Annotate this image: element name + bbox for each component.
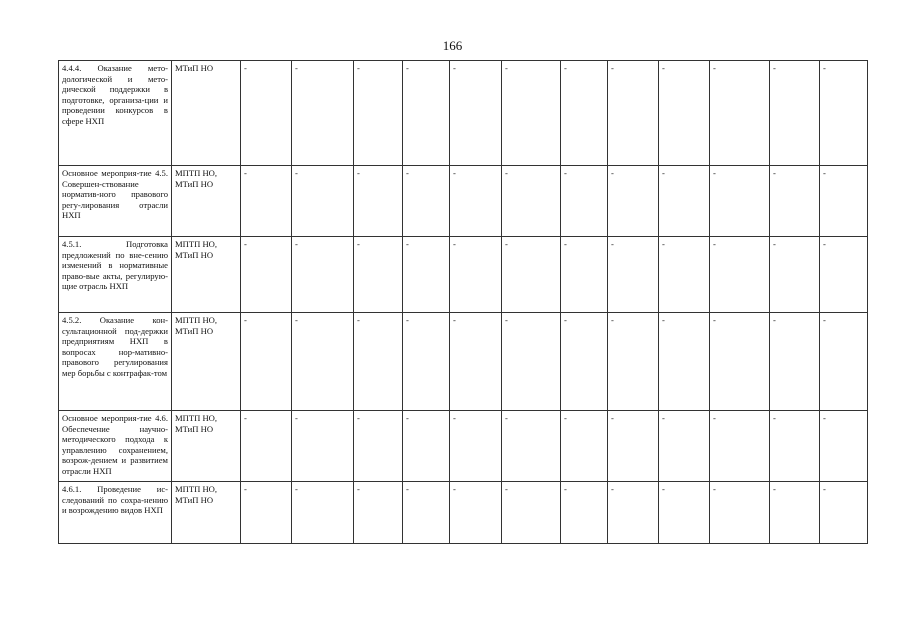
value-cell: - xyxy=(659,411,710,482)
value-cell: - xyxy=(354,61,403,166)
responsible-executor: МПТП НО, МТиП НО xyxy=(172,411,241,482)
value-cell: - xyxy=(608,482,659,544)
value-cell: - xyxy=(502,166,561,237)
value-cell: - xyxy=(502,61,561,166)
value-cell: - xyxy=(820,61,868,166)
responsible-executor: МПТП НО, МТиП НО xyxy=(172,482,241,544)
value-cell: - xyxy=(450,61,502,166)
value-cell: - xyxy=(450,313,502,411)
value-cell: - xyxy=(502,237,561,313)
value-cell: - xyxy=(608,411,659,482)
value-cell: - xyxy=(710,411,770,482)
activity-description: 4.5.2. Оказание кон-сультационной под-держки предприятиям НХП в вопросах нор-мативно-правового регулирования мер борьбы с контрафак-том xyxy=(59,313,172,411)
value-cell: - xyxy=(820,411,868,482)
value-cell: - xyxy=(403,482,450,544)
value-cell: - xyxy=(292,166,354,237)
value-cell: - xyxy=(659,313,710,411)
value-cell: - xyxy=(403,61,450,166)
value-cell: - xyxy=(403,237,450,313)
value-cell: - xyxy=(710,237,770,313)
value-cell: - xyxy=(820,166,868,237)
value-cell: - xyxy=(241,482,292,544)
value-cell: - xyxy=(292,237,354,313)
value-cell: - xyxy=(710,313,770,411)
activity-description: 4.5.1. Подготовка предложений по вне-сению изменений в нормативные право-вые акты, регулирую-щие отрасль НХП xyxy=(59,237,172,313)
table-row xyxy=(59,166,868,237)
value-cell: - xyxy=(354,313,403,411)
value-cell: - xyxy=(608,313,659,411)
value-cell: - xyxy=(770,237,820,313)
value-cell: - xyxy=(292,313,354,411)
value-cell: - xyxy=(450,237,502,313)
activity-description: 4.4.4. Оказание мето-дологической и мето-дической поддержки в подготовке, организа-ции и проведении конкурсов в сфере НХП xyxy=(59,61,172,166)
value-cell: - xyxy=(450,482,502,544)
table-row xyxy=(59,313,868,411)
value-cell: - xyxy=(561,61,608,166)
table-row xyxy=(59,411,868,482)
value-cell: - xyxy=(403,313,450,411)
responsible-executor: МПТП НО, МТиП НО xyxy=(172,313,241,411)
value-cell: - xyxy=(659,61,710,166)
value-cell: - xyxy=(561,237,608,313)
program-activities-table xyxy=(58,60,868,544)
value-cell: - xyxy=(241,61,292,166)
responsible-executor: МПТП НО, МТиП НО xyxy=(172,237,241,313)
value-cell: - xyxy=(608,61,659,166)
value-cell: - xyxy=(561,482,608,544)
value-cell: - xyxy=(820,482,868,544)
value-cell: - xyxy=(241,411,292,482)
value-cell: - xyxy=(659,166,710,237)
value-cell: - xyxy=(292,411,354,482)
value-cell: - xyxy=(450,411,502,482)
value-cell: - xyxy=(710,61,770,166)
value-cell: - xyxy=(710,166,770,237)
value-cell: - xyxy=(292,482,354,544)
value-cell: - xyxy=(659,482,710,544)
value-cell: - xyxy=(241,313,292,411)
value-cell: - xyxy=(770,482,820,544)
value-cell: - xyxy=(659,237,710,313)
table-row xyxy=(59,237,868,313)
value-cell: - xyxy=(403,411,450,482)
table-row xyxy=(59,482,868,544)
value-cell: - xyxy=(770,313,820,411)
value-cell: - xyxy=(292,61,354,166)
value-cell: - xyxy=(710,482,770,544)
value-cell: - xyxy=(770,411,820,482)
value-cell: - xyxy=(608,166,659,237)
value-cell: - xyxy=(770,61,820,166)
activity-description: 4.6.1. Проведение ис-следований по сохра-нению и возрождению видов НХП xyxy=(59,482,172,544)
value-cell: - xyxy=(502,313,561,411)
page-number: 166 xyxy=(442,38,463,53)
table-row xyxy=(59,61,868,166)
value-cell: - xyxy=(561,411,608,482)
value-cell: - xyxy=(354,482,403,544)
value-cell: - xyxy=(608,237,659,313)
value-cell: - xyxy=(450,166,502,237)
value-cell: - xyxy=(820,237,868,313)
value-cell: - xyxy=(354,411,403,482)
value-cell: - xyxy=(561,313,608,411)
value-cell: - xyxy=(241,166,292,237)
value-cell: - xyxy=(354,237,403,313)
responsible-executor: МТиП НО xyxy=(172,61,241,166)
value-cell: - xyxy=(502,411,561,482)
value-cell: - xyxy=(354,166,403,237)
activity-description: Основное мероприя-тие 4.6. Обеспечение научно-методического подхода к управлению сохранением, возрож-дением и развитием отрасли НХП xyxy=(59,411,172,482)
value-cell: - xyxy=(502,482,561,544)
value-cell: - xyxy=(403,166,450,237)
responsible-executor: МПТП НО, МТиП НО xyxy=(172,166,241,237)
value-cell: - xyxy=(241,237,292,313)
value-cell: - xyxy=(561,166,608,237)
activity-description: Основное мероприя-тие 4.5. Совершен-ствование норматив-ного правового регу-лирования отрасли НХП xyxy=(59,166,172,237)
value-cell: - xyxy=(770,166,820,237)
value-cell: - xyxy=(820,313,868,411)
